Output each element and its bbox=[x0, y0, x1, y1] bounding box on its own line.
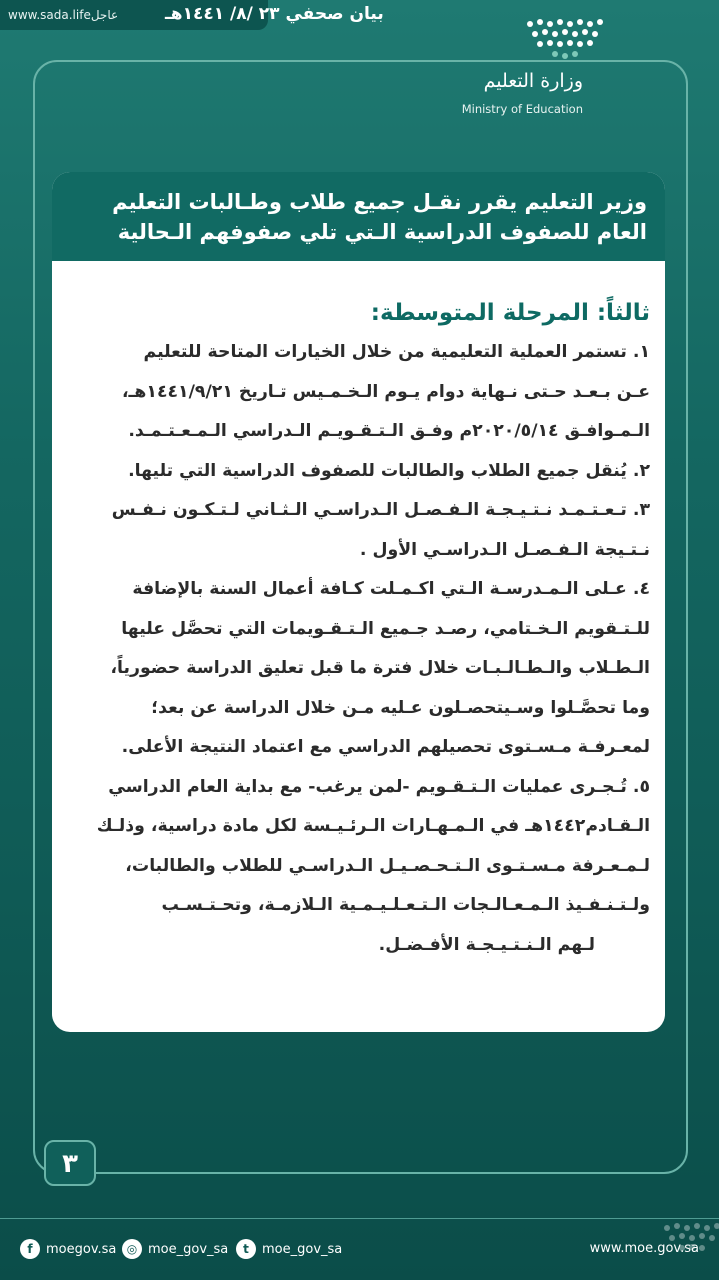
body-line: ٤. عـلى الـمـدرسـة الـتي اكـمـلت كـافة أعمال السنة بالإضافة bbox=[132, 579, 650, 599]
ministry-name-english: Ministry of Education bbox=[461, 102, 583, 116]
body-line: لـمـعـرفة مـسـتـوى الـتـحـصـيـل الـدراسـي للطلاب والطالبات، bbox=[125, 856, 650, 876]
section-title: ثالثاً: المرحلة المتوسطة: bbox=[370, 300, 650, 326]
body-line: الـمـوافـق ٢٠٢٠/٥/١٤م وفـق الـتـقـويـم الـدراسي الـمـعـتـمـد. bbox=[128, 421, 650, 441]
decorative-dots-icon bbox=[657, 1218, 719, 1258]
instagram-link[interactable] bbox=[122, 1239, 228, 1259]
page-number-badge bbox=[44, 1140, 96, 1186]
press-release-label: بيان صحفي ٢٣ /٨/ ١٤٤١هـ bbox=[165, 4, 384, 24]
twitter-handle: moe_gov_sa bbox=[262, 1241, 343, 1257]
body-line: لـهم الـنـتـيـجـة الأفـضـل. bbox=[378, 935, 595, 955]
headline-line: وزير التعليم يقرر نقـل جميع طلاب وطـالبات التعليم bbox=[112, 190, 647, 214]
watermark-text: www.sada.lifeعاجل bbox=[8, 8, 119, 22]
twitter-link[interactable] bbox=[236, 1239, 342, 1259]
body-line: ١. تستمر العملية التعليمية من خلال الخيارات المتاحة للتعليم bbox=[143, 342, 650, 362]
body-line: الـطـلاب والـطـالـبـات خلال فترة ما قبل تعليق الدراسة حضورياً، bbox=[110, 658, 650, 678]
facebook-link[interactable] bbox=[20, 1239, 116, 1259]
body-line: وما تحصَّـلوا وسـيتحصـلون عـليه مـن خلال الدراسة عن بعد؛ bbox=[151, 698, 650, 718]
body-line: الـقـادم١٤٤٢هـ في الـمـهـارات الـرئـيـسة لكل مادة دراسية، وذلـك bbox=[96, 816, 650, 836]
body-line: ٣. تـعـتـمـد نـتـيـجـة الـفـصـل الـدراسـي الـثـاني لـتـكـون نـفـس bbox=[111, 500, 650, 520]
website-link[interactable]: www.moe.gov.sa bbox=[589, 1241, 699, 1256]
body-line: نـتـيجة الـفـصـل الـدراسـي الأول . bbox=[359, 540, 650, 560]
footer-divider bbox=[0, 1218, 719, 1219]
headline-line: العام للصفوف الدراسية الـتي تلي صفوفهم الـحالية bbox=[117, 220, 647, 244]
ministry-name-arabic: وزارة التعليم bbox=[483, 70, 583, 92]
instagram-handle: moe_gov_sa bbox=[148, 1241, 229, 1257]
body-line: ٢. يُنقل جميع الطلاب والطالبات للصفوف الدراسية التي تليها. bbox=[128, 461, 650, 481]
instagram-icon: ◎ bbox=[122, 1239, 142, 1259]
facebook-handle: moegov.sa bbox=[46, 1241, 117, 1257]
headline-banner bbox=[52, 172, 665, 261]
body-line: لمعـرفـة مـسـتوى تحصيلهم الدراسي مع اعتماد النتيجة الأعلى. bbox=[121, 737, 650, 757]
body-line: ولـتـنـفـيذ الـمـعـالـجات الـتـعـلـيـمـية الـلازمـة، وتحـتـسـب bbox=[161, 895, 650, 915]
content-card bbox=[52, 172, 665, 1032]
body-line: للـتـقويم الـخـتامي، رصـد جـميع الـتـقـويمات التي تحصَّل عليها bbox=[121, 619, 650, 639]
twitter-icon: t bbox=[236, 1239, 256, 1259]
ministry-logo-icon bbox=[520, 14, 610, 66]
page-number: ٣ bbox=[44, 1140, 96, 1186]
body-line: عـن بـعـد حـتى نـهاية دوام يـوم الـخـمـيس تـاريخ ١٤٤١/٩/٢١هـ، bbox=[121, 382, 650, 402]
body-line: ٥. تُـجـرى عمليات الـتـقـويم -لمن يرغب- مع بداية العام الدراسي bbox=[108, 777, 650, 797]
facebook-icon: f bbox=[20, 1239, 40, 1259]
